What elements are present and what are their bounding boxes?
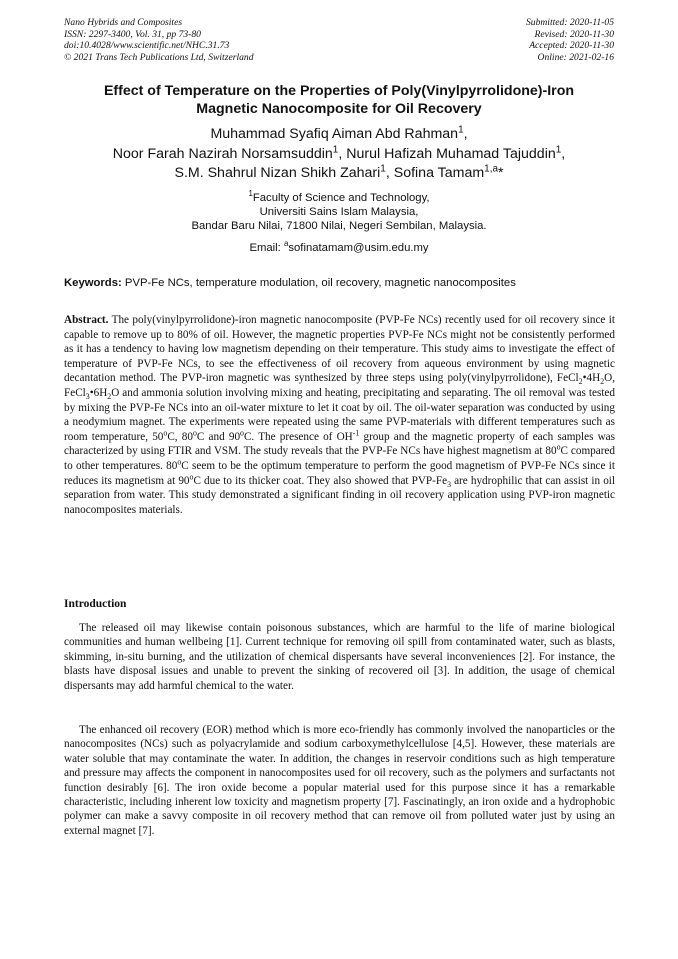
- section-heading-introduction: Introduction: [64, 598, 127, 610]
- author-list: [40, 125, 638, 184]
- author-name: Nurul Hafizah Muhamad Tajuddin: [346, 145, 556, 162]
- author-separator: ,: [561, 145, 566, 162]
- subscript: 3: [447, 479, 451, 489]
- degree-mark: o: [192, 428, 197, 438]
- author-separator: ,: [463, 126, 468, 142]
- degree-mark: o: [189, 471, 194, 481]
- author-line-2: [40, 145, 638, 165]
- affiliation: [40, 189, 638, 233]
- subscript: 2: [107, 392, 112, 402]
- email-label: Email:: [249, 242, 284, 254]
- title-line-2: Magnetic Nanocomposite for Oil Recovery: [196, 101, 482, 117]
- abstract-text: •4H: [582, 372, 601, 385]
- abstract-text: O and ammonia solution involving mixing and heating, precipitating and separating. The oil removal was tested by mixing the PVP-Fe NCs into an oil-water mixture to let it coat by oil. The oil-water separation was conducted by using a neodymium magnet. The experiments were repeated using the same PVP-materials with different temperatures such as room temperature, 50: [64, 386, 615, 443]
- abstract-label: Abstract.: [64, 314, 109, 326]
- keywords-label: Keywords:: [64, 277, 122, 289]
- introduction-paragraph-2: The enhanced oil recovery (EOR) method which is more eco-friendly has commonly involved the nanoparticles or the nanocomposites (NCs) such as polyacrylamide and sodium carboxymethylcellulose [4,5]. However, these materials are water soluble that may contaminate the water. In addition, the changes in reservoir conditions such as high temperature and pressure may affects the component in nanocomposites used for oil recovery, such as the polymers and surfactants not function desirably [6]. The iron oxide become a popular material used for this purpose since it has a remarkable characteristic, including inherent low toxicity and magnetism property [7]. Fascinatingly, an iron oxide and a hydrophobic polymer can make a savvy composite in oil recovery method that can remove oil from polluted water just by using an external magnet [7].: [64, 724, 615, 837]
- abstract-text: C due to its thicker coat. They also showed that PVP-Fe: [193, 474, 448, 487]
- corresponding-author-mark: *: [497, 165, 504, 181]
- author-name: Noor Farah Nazirah Norsamsuddin: [112, 145, 333, 162]
- affiliation-line-3: Bandar Baru Nilai, 71800 Nilai, Negeri Sembilan, Malaysia.: [191, 219, 487, 232]
- journal-info: [64, 17, 254, 63]
- affiliation-line-1: [40, 189, 638, 206]
- author-name: Sofina Tamam: [393, 165, 485, 181]
- email-address[interactable]: sofinatamam@usim.edu.my: [288, 242, 429, 254]
- date-accepted: Accepted: 2020-11-30: [529, 40, 614, 51]
- abstract-text: •6H: [89, 386, 108, 399]
- superscript: -1: [352, 428, 360, 438]
- abstract-text: C seem to be the optimum temperature to perform the good magnetism of PVP-Fe NCs since it reduces its magnetism at 90: [64, 459, 616, 487]
- degree-mark: o: [240, 428, 244, 438]
- abstract-text: are hydrophilic that can assist in oil separation from water. This study demonstrated a significant finding in oil recovery application using PVP-iron magnetic nanocomposites materials.: [64, 474, 616, 516]
- keywords-text: PVP-Fe NCs, temperature modulation, oil recovery, magnetic nanocomposites: [121, 277, 516, 289]
- author-affil-mark: 1: [555, 143, 562, 155]
- introduction-paragraph-1: The released oil may likewise contain poisonous substances, which are harmful to the life of marine biological communities and human wellbeing [1]. Current technique for removing oil spill from contaminated water, such as blasts, skimming, in-situ burning, and the utilization of chemical dispersants have several inconveniences [2]. For instance, the blasts have disposal issues and unable to prevent the sinking of recovered oil [3]. In addition, the usage of chemical dispersants may add harmful chemical to the water.: [64, 622, 615, 692]
- author-affil-mark: 1,a: [484, 163, 498, 175]
- journal-name: Nano Hybrids and Composites: [64, 17, 183, 28]
- affiliation-line-2: Universiti Sains Islam Malaysia,: [259, 205, 419, 218]
- affiliation-mark: 1: [248, 189, 253, 199]
- abstract: [64, 313, 615, 517]
- publication-dates: [526, 17, 614, 63]
- subscript: 2: [600, 377, 605, 387]
- author-name: S.M. Shahrul Nizan Shikh Zahari: [174, 165, 381, 181]
- author-affil-mark: 1: [458, 124, 464, 136]
- author-separator: ,: [338, 145, 343, 162]
- date-submitted: Submitted: 2020-11-05: [525, 17, 614, 28]
- abstract-text: C. The presence of OH: [243, 430, 353, 443]
- email-mark: a: [283, 239, 289, 249]
- author-affil-mark: 1: [380, 163, 386, 175]
- author-affil-mark: 1: [332, 143, 339, 155]
- date-revised: Revised: 2020-11-30: [534, 28, 614, 40]
- abstract-text: group and the magnetic property of each samples was characterized by using FTIR and VSM. The study reveals that the PVP-Fe NCs have highest magnetism at 80: [64, 430, 616, 458]
- abstract-text: C compared to other temperatures. 80: [64, 445, 615, 472]
- degree-mark: o: [163, 428, 168, 438]
- date-online: Online: 2021-02-16: [537, 51, 614, 63]
- abstract-text: C, 80: [167, 430, 193, 443]
- author-separator: ,: [385, 165, 390, 181]
- journal-doi: doi:10.4028/www.scientific.net/NHC.31.73: [64, 40, 230, 51]
- author-line-3: [40, 164, 638, 184]
- journal-issn: ISSN: 2297-3400, Vol. 31, pp 73-80: [64, 28, 201, 40]
- subscript: 2: [578, 377, 583, 387]
- abstract-text: C and 90: [196, 430, 241, 443]
- author-name: Muhammad Syafiq Aiman Abd Rahman: [210, 126, 459, 142]
- affiliation-text: Faculty of Science and Technology,: [252, 192, 430, 204]
- author-line-1: [40, 125, 638, 145]
- subscript: 3: [85, 392, 90, 402]
- contact-email: [40, 241, 638, 255]
- abstract-text: O, FeCl: [64, 372, 615, 399]
- abstract-text: The poly(vinylpyrrolidone)-iron magnetic nanocomposite (PVP-Fe NCs) recently used for oil recovery since it capable to remove up to 80% of oil. However, the magnetic properties PVP-Fe NCs might not be consistently performed as it has a tendency to having low magnetism depending on their temperature. This study aims to investigate the effect of temperature of PVP-Fe NCs, to see the effectiveness of oil recovery from aqueous environment by using magnetic decantation method. The PVP-iron magnetic was synthesized by three steps using poly(vinylpyrrolidone), FeCl: [64, 314, 615, 385]
- paper-title: [40, 82, 638, 118]
- degree-mark: o: [177, 457, 182, 467]
- degree-mark: o: [556, 442, 561, 452]
- journal-copyright: © 2021 Trans Tech Publications Ltd, Switzerland: [64, 51, 254, 63]
- title-line-1: Effect of Temperature on the Properties of Poly(Vinylpyrrolidone)-Iron: [103, 83, 575, 99]
- keywords: [64, 276, 616, 290]
